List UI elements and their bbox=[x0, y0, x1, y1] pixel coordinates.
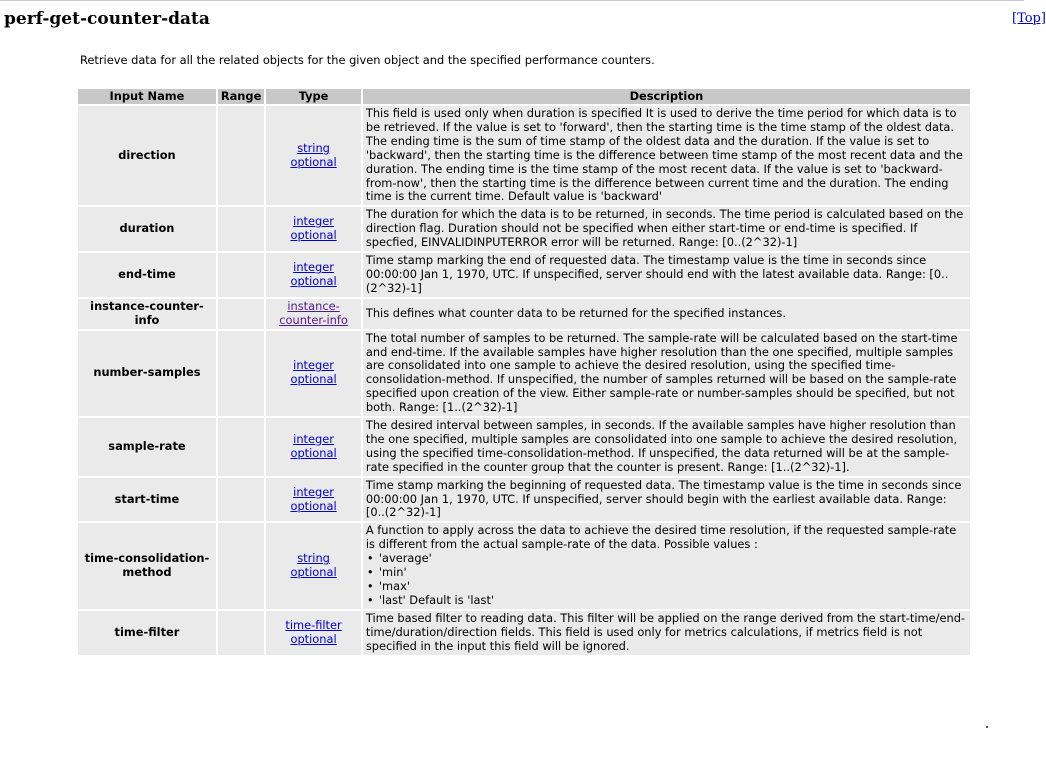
range-cell bbox=[218, 253, 264, 297]
input-name: time-filter bbox=[78, 611, 216, 655]
input-name: start-time bbox=[78, 478, 216, 522]
table-row bbox=[78, 611, 970, 655]
description-cell: This field is used only when duration is specified It is used to derive the time period for which data is to be retrieved. If the value is set to 'forward', then the starting time is the time stamp of the oldest data. The ending time is the sum of time stamp of the oldest data and the duration. If the value is set to 'backward', then the starting time is the difference between time stamp of the most recent data and the duration. The ending time is the time stamp of the most recent data. If the value is set to 'backward-from-now', then the starting time is the difference between current time and the duration. The ending time is the current time. Default value is 'backward' bbox=[363, 106, 970, 205]
type-link[interactable]: instance-counter-info bbox=[279, 298, 348, 327]
description-cell: Time based filter to reading data. This filter will be applied on the range derived from the start-time/end-time/duration/direction fields. This field is used only for metrics calculations, if metrics field is not specified in the input this field will be ignored. bbox=[363, 611, 970, 655]
optional-link[interactable]: optional bbox=[290, 498, 337, 513]
type-cell bbox=[266, 331, 361, 416]
range-cell bbox=[218, 478, 264, 522]
table-row bbox=[78, 207, 970, 251]
list-item: • 'last' Default is 'last' bbox=[366, 594, 967, 608]
stray-dot bbox=[986, 726, 988, 728]
type-link[interactable]: string bbox=[297, 551, 330, 566]
optional-link[interactable]: optional bbox=[290, 445, 337, 460]
column-header-type: Type bbox=[266, 89, 361, 104]
input-name: duration bbox=[78, 207, 216, 251]
description-cell bbox=[363, 523, 970, 608]
table-row bbox=[78, 106, 970, 205]
table-row bbox=[78, 418, 970, 476]
range-cell bbox=[218, 207, 264, 251]
type-cell bbox=[266, 299, 361, 329]
list-item: • 'max' bbox=[366, 580, 967, 594]
type-link[interactable]: integer bbox=[293, 358, 334, 373]
input-name: direction bbox=[78, 106, 216, 205]
type-link[interactable]: time-filter bbox=[285, 617, 342, 632]
range-cell bbox=[218, 331, 264, 416]
top-border-line bbox=[0, 0, 1024, 1]
type-cell bbox=[266, 611, 361, 655]
type-link[interactable]: integer bbox=[293, 431, 334, 446]
possible-values-list bbox=[366, 552, 967, 608]
range-cell bbox=[218, 299, 264, 329]
top-link[interactable]: [Top] bbox=[1012, 11, 1046, 26]
optional-link[interactable]: optional bbox=[290, 631, 337, 646]
type-link[interactable]: string bbox=[297, 140, 330, 155]
table-row bbox=[78, 331, 970, 416]
description-cell: This defines what counter data to be returned for the specified instances. bbox=[363, 299, 970, 329]
type-cell bbox=[266, 106, 361, 205]
input-name: end-time bbox=[78, 253, 216, 297]
description-cell: The duration for which the data is to be returned, in seconds. The time period is calculated based on the direction flag. Duration should not be specified when either start-time or end-time is specified. If specfied, EINVALIDINPUTERROR error will be returned. Range: [0..(2^32)-1] bbox=[363, 207, 970, 251]
table-header-row bbox=[78, 89, 970, 104]
range-cell bbox=[218, 418, 264, 476]
type-cell bbox=[266, 523, 361, 608]
type-cell bbox=[266, 207, 361, 251]
optional-link[interactable]: optional bbox=[290, 565, 337, 580]
api-summary: Retrieve data for all the related objects for the given object and the specified performance counters. bbox=[80, 53, 655, 67]
table-row bbox=[78, 523, 970, 608]
description-text: A function to apply across the data to achieve the desired time resolution, if the requested sample-rate is different from the actual sample-rate of the data. Possible values : bbox=[365, 523, 957, 552]
table-row bbox=[78, 299, 970, 329]
input-parameters-table bbox=[76, 87, 972, 657]
list-item: • 'min' bbox=[366, 566, 967, 580]
optional-link[interactable]: optional bbox=[290, 228, 337, 243]
input-name: time-consolidation-method bbox=[78, 523, 216, 608]
input-name: instance-counter-info bbox=[78, 299, 216, 329]
column-header-description: Description bbox=[363, 89, 970, 104]
input-name: sample-rate bbox=[78, 418, 216, 476]
type-cell bbox=[266, 478, 361, 522]
optional-link[interactable]: optional bbox=[290, 273, 337, 288]
input-name: number-samples bbox=[78, 331, 216, 416]
type-link[interactable]: integer bbox=[293, 484, 334, 499]
optional-link[interactable]: optional bbox=[290, 154, 337, 169]
table-row bbox=[78, 253, 970, 297]
description-cell: Time stamp marking the beginning of requested data. The timestamp value is the time in seconds since 00:00:00 Jan 1, 1970, UTC. If unspecified, server should begin with the earliest available data. Range: [0..(2^32)-1] bbox=[363, 478, 970, 522]
range-cell bbox=[218, 106, 264, 205]
column-header-range: Range bbox=[218, 89, 264, 104]
description-cell: Time stamp marking the end of requested data. The timestamp value is the time in seconds since 00:00:00 Jan 1, 1970, UTC. If unspecified, server should end with the latest available data. Range: [0..(2^32)-1] bbox=[363, 253, 970, 297]
optional-link[interactable]: optional bbox=[290, 372, 337, 387]
list-item: • 'average' bbox=[366, 552, 967, 566]
type-cell bbox=[266, 253, 361, 297]
page-title: perf-get-counter-data bbox=[4, 9, 210, 29]
range-cell bbox=[218, 523, 264, 608]
type-link[interactable]: integer bbox=[293, 260, 334, 275]
description-cell: The desired interval between samples, in seconds. If the available samples have higher resolution than the one specified, multiple samples are consolidated into one sample to achieve the desired resolution, using the specified time-consolidation-method. If unspecified, the data returned will be at the sample-rate specified in the counter group that the counter is present. Range: [1..(2^32)-1]. bbox=[363, 418, 970, 476]
type-link[interactable]: integer bbox=[293, 214, 334, 229]
column-header-input-name: Input Name bbox=[78, 89, 216, 104]
type-cell bbox=[266, 418, 361, 476]
range-cell bbox=[218, 611, 264, 655]
table-row bbox=[78, 478, 970, 522]
description-cell: The total number of samples to be returned. The sample-rate will be calculated based on the start-time and end-time. If the available samples have higher resolution than the one specified, multiple samples are consolidated into one sample to achieve the desired resolution, using the specified time-consolidation-method. If unspecified, the number of samples returned will be based on the sample-rate specified upon creation of the view. Either sample-rate or number-samples should be specified, but not both. Range: [1..(2^32)-1] bbox=[363, 331, 970, 416]
